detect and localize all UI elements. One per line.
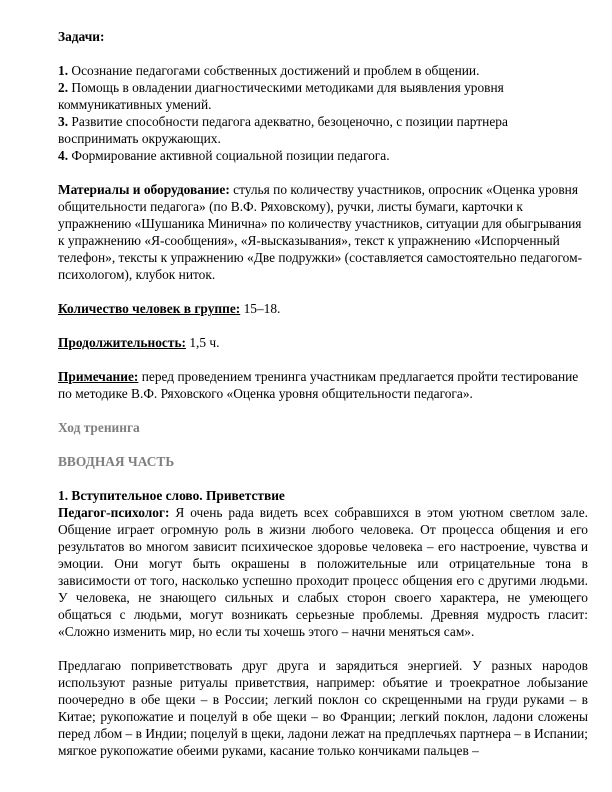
- task-number: 2.: [58, 80, 69, 95]
- intro-heading: ВВОДНАЯ ЧАСТЬ: [58, 454, 175, 469]
- task-text: Помощь в овладении диагностическими методиками для выявления уровня коммуникативных умений.: [58, 80, 504, 112]
- section-heading: 1. Вступительное слово. Приветствие: [58, 488, 285, 503]
- note-label: Примечание:: [58, 369, 139, 384]
- task-number: 1.: [58, 63, 69, 78]
- task-item-3: [58, 113, 588, 147]
- task-item-1: [58, 62, 588, 79]
- speech-text: Я очень рада видеть всех собравшихся в этом уютном светлом зале. Общение играет огромную роль в жизни любого человека. От процесса общения и его результатов во многом зависит психическое здоровье человека – его настроение, чувства и эмоции. Они могут быть окрашены в положительные или отрицательные тона в зависимости от того, насколько успешно проходит процесс общения его с другими людьми. У человека, не знающего сильных и слабых сторон своего характера, не умеющего общаться с людьми, могут возникать серьезные проблемы. Древняя мудрость гласит: «Сложно изменить мир, но если ты хочешь этого – начни меняться сам».: [58, 505, 588, 639]
- task-text: Осознание педагогами собственных достижений и проблем в общении.: [68, 63, 480, 78]
- task-item-2: [58, 79, 588, 113]
- group-size-label: Количество человек в группе:: [58, 301, 241, 316]
- materials-text: стулья по количеству участников, опросник «Оценка уровня общительности педагога» (по В.Ф. Ряховскому), ручки, листы бумаги, карточки к упражнению «Шушаника Минична» по количеству участников, ситуации для обыгрывания к упражнению «Я-сообщения», «Я-высказывания», текст к упражнению «Испорченный телефон», тексты к упражнению «Две подружки» (составляется самостоятельно педагогом-психологом), клубок ниток.: [58, 182, 583, 282]
- tasks-heading: Задачи:: [58, 29, 105, 44]
- speaker-label: Педагог-психолог:: [58, 505, 170, 520]
- speech-paragraph: [58, 504, 588, 640]
- task-text: Формирование активной социальной позиции педагога.: [68, 148, 390, 163]
- materials-paragraph: [58, 181, 588, 283]
- greeting-paragraph: Предлагаю поприветствовать друг друга и зарядиться энергией. У разных народов используют разные ритуалы приветствия, например: объятие и троекратное лобызание поочередно в обе щеки – в России; легкий поклон со скрещенными на груди руками – в Китае; рукопожатие и поцелуй в обе щеки – во Франции; легкий поклон, ладони сложены перед лбом – в Индии; поцелуй в щеки, ладони лежат на предплечьях партнера – в Испании; мягкое рукопожатие обеими руками, касание только кончиками пальцев –: [58, 658, 588, 758]
- task-text: Развитие способности педагога адекватно, безоценочно, с позиции партнера воспринимать окружающих.: [58, 114, 508, 146]
- task-number: 3.: [58, 114, 69, 129]
- group-size: [58, 300, 588, 317]
- duration-label: Продолжительность:: [58, 335, 186, 350]
- materials-label: Материалы и оборудование:: [58, 182, 230, 197]
- duration-value: 1,5 ч.: [186, 335, 220, 350]
- document-page: [58, 28, 588, 759]
- duration: [58, 334, 588, 351]
- task-number: 4.: [58, 148, 69, 163]
- note-text: перед проведением тренинга участникам предлагается пройти тестирование по методике В.Ф. Ряховского «Оценка уровня общительности педагога».: [58, 369, 579, 401]
- note-paragraph: [58, 368, 588, 402]
- task-item-4: [58, 147, 588, 164]
- course-heading: Ход тренинга: [58, 420, 140, 435]
- group-size-value: 15–18.: [240, 301, 281, 316]
